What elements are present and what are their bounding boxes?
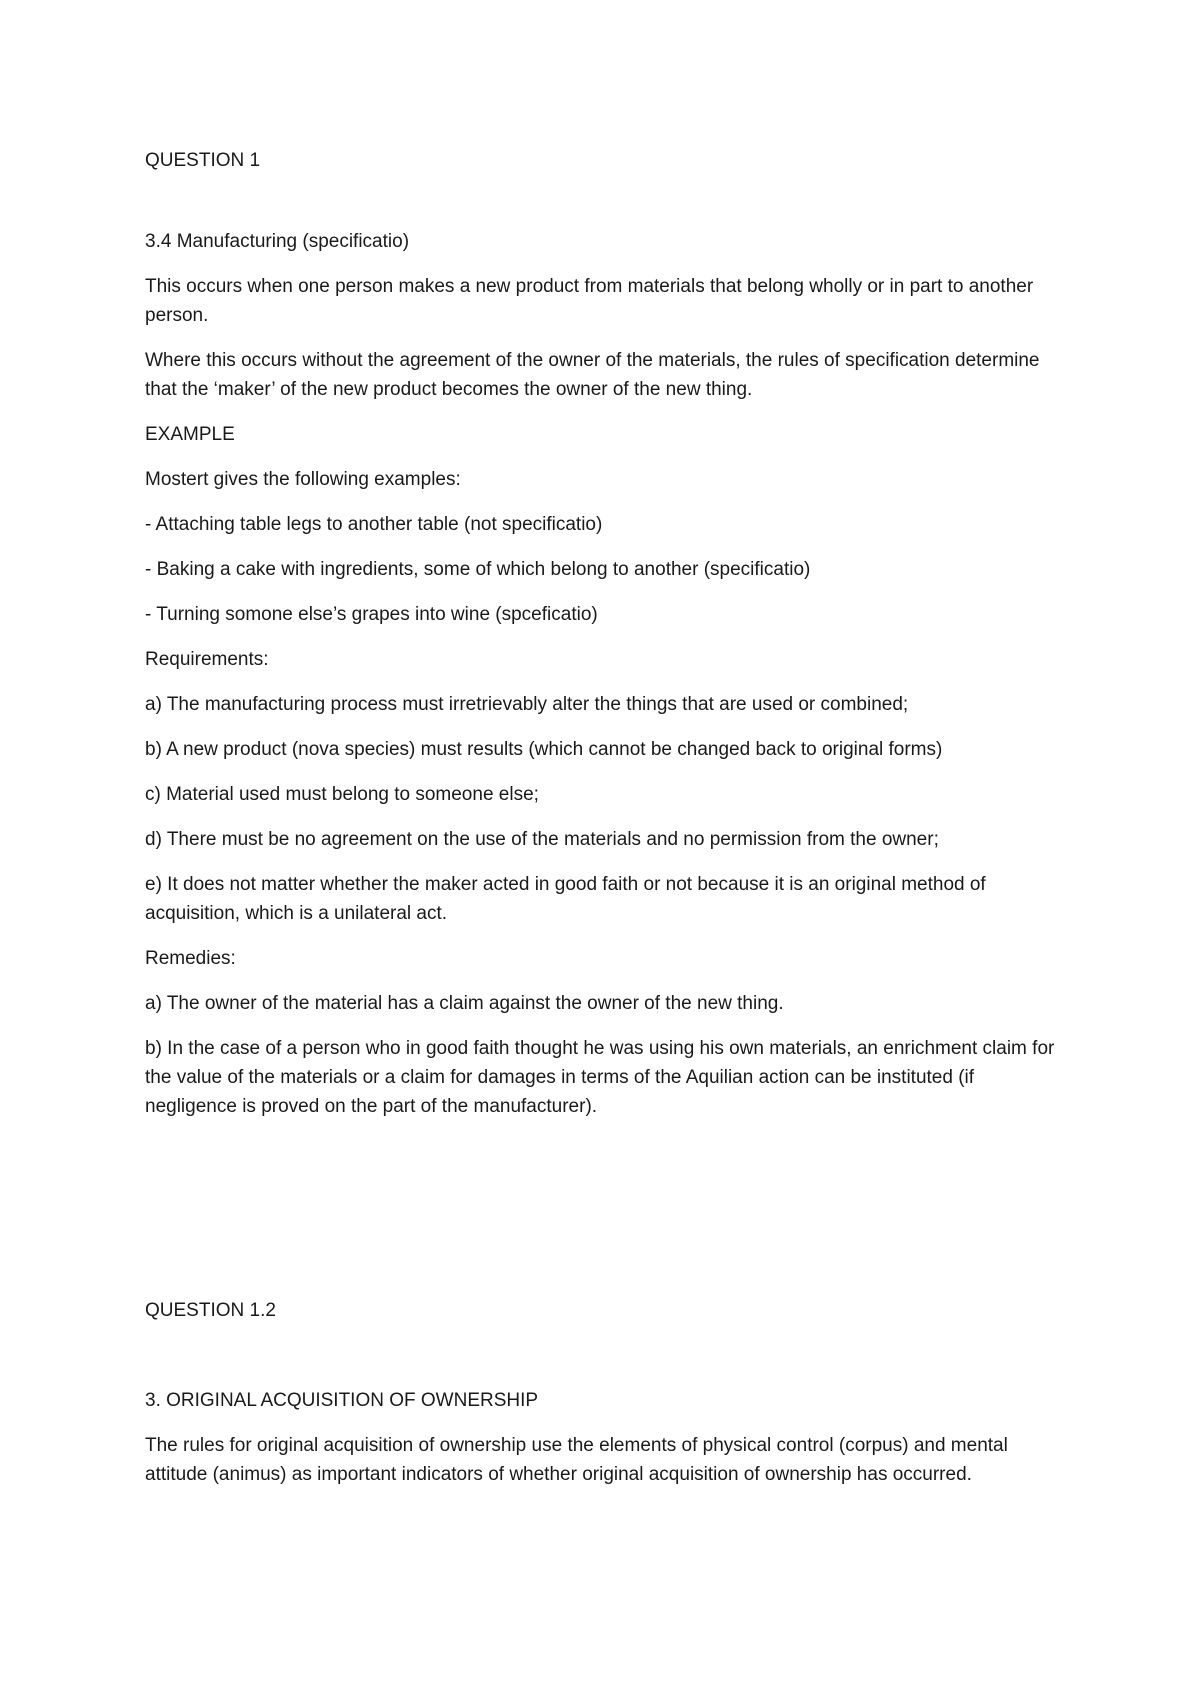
rule-paragraph: Where this occurs without the agreement of the owner of the materials, the rules of specification determine that the ‘maker’ of the new product becomes the owner of the new thing. bbox=[145, 350, 1040, 400]
requirement-item: c) Material used must belong to someone else; bbox=[145, 784, 539, 805]
original-acquisition-paragraph: The rules for original acquisition of ownership use the elements of physical control (corpus) and mental attitude (animus) as important indicators of whether original acquisition of ownership has occurred. bbox=[145, 1435, 1008, 1485]
question-1-2-heading-block bbox=[145, 1296, 1065, 1325]
requirement-item: a) The manufacturing process must irretrievably alter the things that are used or combined; bbox=[145, 694, 909, 715]
requirement-item: e) It does not matter whether the maker acted in good faith or not because it is an original method of acquisition, which is a unilateral act. bbox=[145, 874, 986, 924]
requirement-item: b) A new product (nova species) must results (which cannot be changed back to original forms) bbox=[145, 739, 943, 760]
requirement-item: d) There must be no agreement on the use of the materials and no permission from the owner; bbox=[145, 829, 939, 850]
example-item: - Attaching table legs to another table (not specificatio) bbox=[145, 514, 603, 535]
question-1-section bbox=[145, 146, 1065, 1121]
intro-paragraph: This occurs when one person makes a new product from materials that belong wholly or in part to another person. bbox=[145, 276, 1034, 326]
remedy-item: a) The owner of the material has a claim against the owner of the new thing. bbox=[145, 993, 784, 1014]
example-label: EXAMPLE bbox=[145, 424, 235, 445]
original-acquisition-heading: 3. ORIGINAL ACQUISITION OF OWNERSHIP bbox=[145, 1390, 539, 1411]
examples-intro: Mostert gives the following examples: bbox=[145, 469, 461, 490]
question-1-2-section bbox=[145, 1386, 1065, 1489]
example-item: - Turning somone else’s grapes into wine (spceficatio) bbox=[145, 604, 598, 625]
example-item: - Baking a cake with ingredients, some of which belong to another (specificatio) bbox=[145, 559, 811, 580]
question-1-2-heading: QUESTION 1.2 bbox=[145, 1300, 276, 1321]
remedy-item: b) In the case of a person who in good faith thought he was using his own materials, an enrichment claim for the value of the materials or a claim for damages in terms of the Aquilian action can be instituted (if negligence is proved on the part of the manufacturer). bbox=[145, 1038, 1055, 1117]
section-3-4-heading: 3.4 Manufacturing (specificatio) bbox=[145, 231, 410, 252]
remedies-label: Remedies: bbox=[145, 948, 236, 969]
requirements-label: Requirements: bbox=[145, 649, 269, 670]
question-1-heading: QUESTION 1 bbox=[145, 150, 261, 171]
